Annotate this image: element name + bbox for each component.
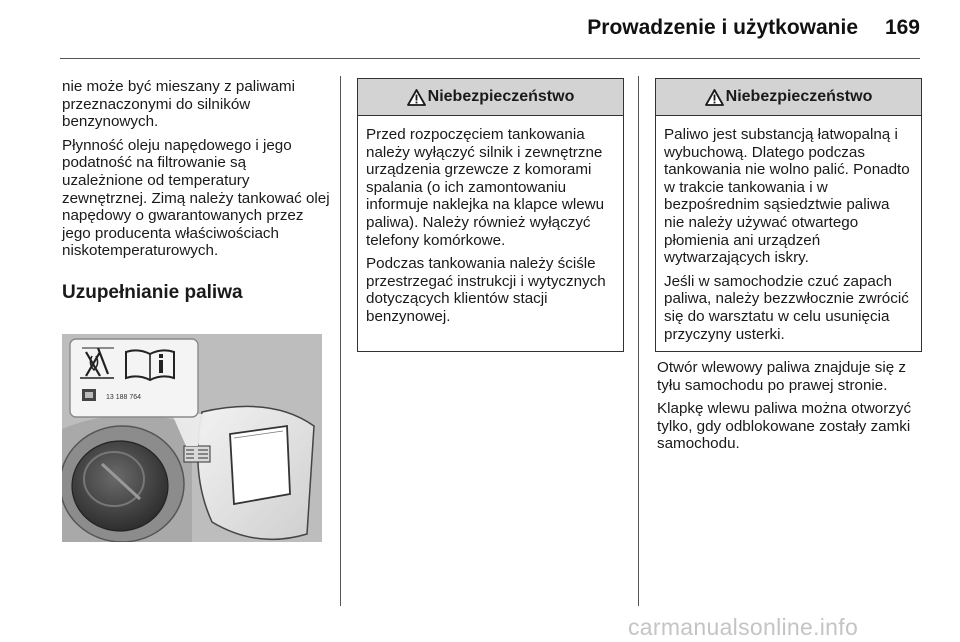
paragraph: Klapkę wlewu paliwa można otworzyć tylko, gdy odblokowane zostały zamki samochodu. [657, 400, 912, 453]
warning-header [656, 79, 921, 116]
left-column [62, 78, 330, 304]
warning-box-2 [655, 78, 922, 352]
fuel-flap-drawing [62, 334, 322, 542]
warning-paragraph: Jeśli w samochodzie czuć zapach paliwa, należy bezzwłocznie zwrócić się do warsztatu w celu usunięcia przyczyny usterki. [664, 272, 909, 343]
warning-title: Niebezpieczeństwo [725, 88, 873, 105]
paragraph: nie może być mieszany z paliwami przeznaczonymi do silników benzynowych. [62, 78, 295, 131]
warning-paragraph: Paliwo jest substancją łatwopalną i wybuchową. Dlatego podczas tankowania nie wolno palić. Ponadto w trakcie tankowania i w bezpośrednim sąsiedztwie paliwa nie należy używać otwartego płomienia ani urządzeń wytwarzających iskry. [664, 126, 910, 267]
label-code: 13 188 764 [106, 394, 142, 401]
warning-triangle-icon [407, 89, 426, 106]
right-column-text [657, 359, 925, 459]
header-divider [60, 58, 920, 59]
warning-title: Niebezpieczeństwo [427, 88, 575, 105]
page-title: Prowadzenie i użytkowanie [587, 16, 858, 39]
section-heading: Uzupełnianie paliwa [62, 281, 243, 303]
paragraph: Otwór wlewowy paliwa znajduje się z tyłu samochodu po prawej stronie. [657, 359, 907, 394]
warning-header [358, 79, 623, 116]
page-header [60, 0, 920, 52]
warning-triangle-icon [705, 89, 724, 106]
fuel-filler-illustration [62, 334, 322, 542]
warning-body [358, 116, 623, 338]
warning-paragraph: Przed rozpoczęciem tankowania należy wyłączyć silnik i zewnętrzne urządzenia grzewcze z komorami spalania (o ich zamontowaniu informuje naklejka na klapce wlewu paliwa). Należy również wyłączyć telefony komórkowe. [366, 126, 605, 249]
paragraph: Płynność oleju napędowego i jego podatność na filtrowanie są uzależnione od temperatury zewnętrznej. Zimą należy tankować olej napędowy o gwarantowanych przez jego producenta właściwościach niskotemperaturowych. [62, 136, 330, 260]
watermark: carmanualsonline.info [628, 614, 859, 640]
warning-body [656, 116, 921, 355]
warning-box-1 [357, 78, 624, 352]
page-number: 169 [884, 16, 920, 39]
column-divider-left [340, 76, 341, 606]
warning-paragraph: Podczas tankowania należy ściśle przestrzegać instrukcji i wytycznych dotyczących klientów stacji benzynowej. [366, 255, 606, 325]
column-divider-right [638, 76, 639, 606]
